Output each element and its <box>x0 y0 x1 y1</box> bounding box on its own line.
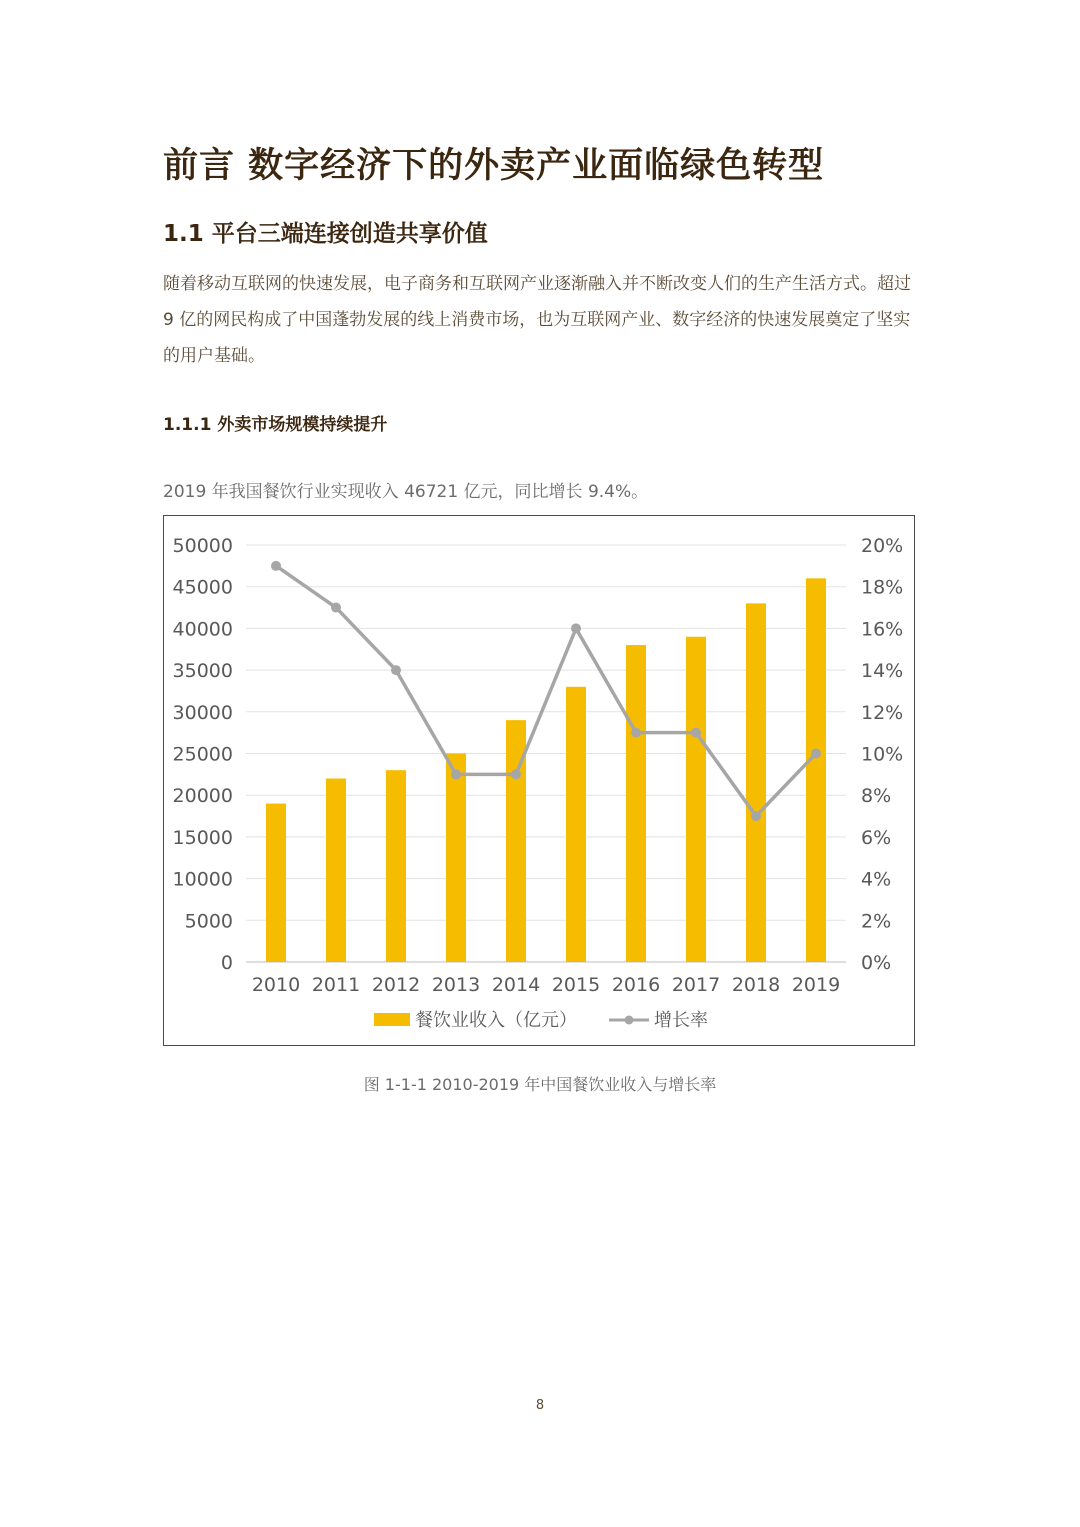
growth-rate-point <box>271 561 281 571</box>
growth-rate-line <box>276 566 816 816</box>
growth-rate-point <box>331 603 341 613</box>
bar <box>806 578 826 962</box>
legend-bar-label: 餐饮业收入（亿元） <box>415 1010 577 1031</box>
figure-caption: 图 1-1-1 2010-2019 年中国餐饮业收入与增长率 <box>363 1075 717 1094</box>
body-paragraph: 随着移动互联网的快速发展，电子商务和互联网产业逐渐融入并不断改变人们的生产生活方式。超过 9 亿的网民构成了中国蓬勃发展的线上消费市场，也为互联网产业、数字经济的快速发展奠定了坚实的用户基础。 <box>163 274 911 366</box>
left-axis-tick-label: 0 <box>220 952 233 974</box>
growth-rate-point <box>511 769 521 779</box>
x-axis-tick-label: 2019 <box>791 974 841 996</box>
growth-rate-point <box>631 728 641 738</box>
bar <box>266 804 286 962</box>
right-axis-tick-label: 20% <box>861 535 904 557</box>
chart-frame <box>163 515 915 1046</box>
bar <box>746 603 766 962</box>
left-axis-tick-label: 25000 <box>172 743 233 766</box>
right-axis-tick-label: 4% <box>861 868 892 891</box>
x-axis-tick-label: 2013 <box>431 974 481 996</box>
legend-line-marker <box>625 1016 634 1025</box>
left-axis-tick-label: 50000 <box>172 535 233 557</box>
right-axis-tick-label: 12% <box>861 701 904 724</box>
page-heading: 前言 数字经济下的外卖产业面临绿色转型 <box>163 146 825 186</box>
bar <box>326 779 346 962</box>
x-axis-tick-label: 2017 <box>671 974 721 996</box>
section-heading: 1.1 平台三端连接创造共享价值 <box>163 221 488 247</box>
combo-chart <box>164 516 916 1047</box>
growth-rate-point <box>571 623 581 633</box>
x-axis-tick-label: 2012 <box>371 974 421 996</box>
subsection-heading: 1.1.1 外卖市场规模持续提升 <box>163 415 388 435</box>
bar <box>566 687 586 962</box>
right-axis-tick-label: 0% <box>861 952 892 974</box>
left-axis-tick-label: 30000 <box>172 701 233 724</box>
left-axis-tick-label: 20000 <box>172 785 233 808</box>
growth-rate-point <box>391 665 401 675</box>
right-axis-tick-label: 16% <box>861 618 904 641</box>
chart-lead-text: 2019 年我国餐饮行业实现收入 46721 亿元，同比增长 9.4%。 <box>163 482 649 502</box>
x-axis-tick-label: 2018 <box>731 974 781 996</box>
left-axis-tick-label: 5000 <box>184 910 233 933</box>
x-axis-tick-label: 2010 <box>251 974 301 996</box>
right-axis-tick-label: 8% <box>861 785 892 808</box>
legend-bar-swatch <box>374 1013 410 1026</box>
left-axis-tick-label: 40000 <box>172 618 233 641</box>
x-axis-tick-label: 2011 <box>311 974 361 996</box>
growth-rate-point <box>811 749 821 759</box>
x-axis-tick-label: 2015 <box>551 974 601 996</box>
bar <box>626 645 646 962</box>
bar <box>386 770 406 962</box>
left-axis-tick-label: 45000 <box>172 576 233 599</box>
growth-rate-point <box>751 811 761 821</box>
right-axis-tick-label: 10% <box>861 743 904 766</box>
left-axis-tick-label: 15000 <box>172 826 233 849</box>
growth-rate-point <box>691 728 701 738</box>
right-axis-tick-label: 2% <box>861 910 892 933</box>
right-axis-tick-label: 6% <box>861 826 892 849</box>
bar <box>686 637 706 962</box>
legend-line-label: 增长率 <box>654 1010 708 1031</box>
left-axis-tick-label: 35000 <box>172 660 233 683</box>
right-axis-tick-label: 18% <box>861 576 904 599</box>
left-axis-tick-label: 10000 <box>172 868 233 891</box>
right-axis-tick-label: 14% <box>861 660 904 683</box>
bar <box>446 754 466 963</box>
page-number: 8 <box>535 1398 545 1413</box>
growth-rate-point <box>451 769 461 779</box>
x-axis-tick-label: 2016 <box>611 974 661 996</box>
x-axis-tick-label: 2014 <box>491 974 541 996</box>
